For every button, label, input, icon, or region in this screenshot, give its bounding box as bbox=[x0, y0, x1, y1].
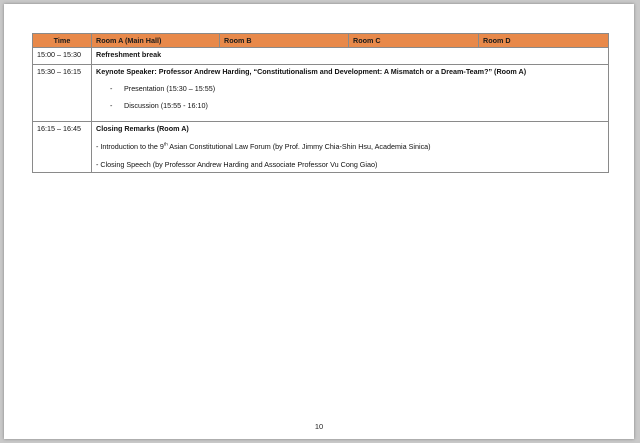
table-row bbox=[33, 122, 609, 173]
list-item-text: Presentation (15:30 – 15:55) bbox=[124, 84, 216, 93]
table-header-row bbox=[33, 34, 609, 48]
row-content bbox=[92, 65, 609, 122]
schedule-table bbox=[32, 33, 609, 173]
ordinal-suffix: th bbox=[163, 141, 168, 147]
session-title: Closing Remarks (Room A) bbox=[96, 124, 189, 133]
header-time: Time bbox=[33, 34, 92, 48]
list-marker: - bbox=[110, 84, 113, 93]
list-item: - Closing Speech (by Professor Andrew Harding and Associate Professor Vu Cong Giao) bbox=[96, 160, 378, 169]
row-time: 16:15 – 16:45 bbox=[33, 122, 92, 173]
row-time: 15:30 – 16:15 bbox=[33, 65, 92, 122]
row-time: 15:00 – 15:30 bbox=[33, 48, 92, 65]
list-item bbox=[96, 142, 604, 151]
list-marker: - bbox=[110, 101, 113, 110]
header-room-d: Room D bbox=[479, 34, 609, 48]
list-item bbox=[96, 101, 604, 110]
list-item-text: Discussion (15:55 - 16:10) bbox=[124, 101, 208, 110]
list-item-text: Asian Constitutional Law Forum (by Prof. Jimmy Chia-Shin Hsu, Academia Sinica) bbox=[167, 142, 431, 151]
list-item-text: - Introduction to the 9 bbox=[96, 142, 164, 151]
table-row bbox=[33, 48, 609, 65]
table-row bbox=[33, 65, 609, 122]
page-number: 10 bbox=[314, 422, 324, 431]
document-page bbox=[4, 4, 634, 439]
session-title: Refreshment break bbox=[96, 50, 162, 59]
session-title: Keynote Speaker: Professor Andrew Harding, “Constitutionalism and Development: A Mismatch or a Dream-Team?” (Room A) bbox=[96, 67, 527, 76]
header-room-a: Room A (Main Hall) bbox=[92, 34, 220, 48]
row-content bbox=[92, 48, 609, 65]
row-content bbox=[92, 122, 609, 173]
header-room-c: Room C bbox=[349, 34, 479, 48]
list-item bbox=[96, 84, 604, 93]
header-room-b: Room B bbox=[220, 34, 349, 48]
